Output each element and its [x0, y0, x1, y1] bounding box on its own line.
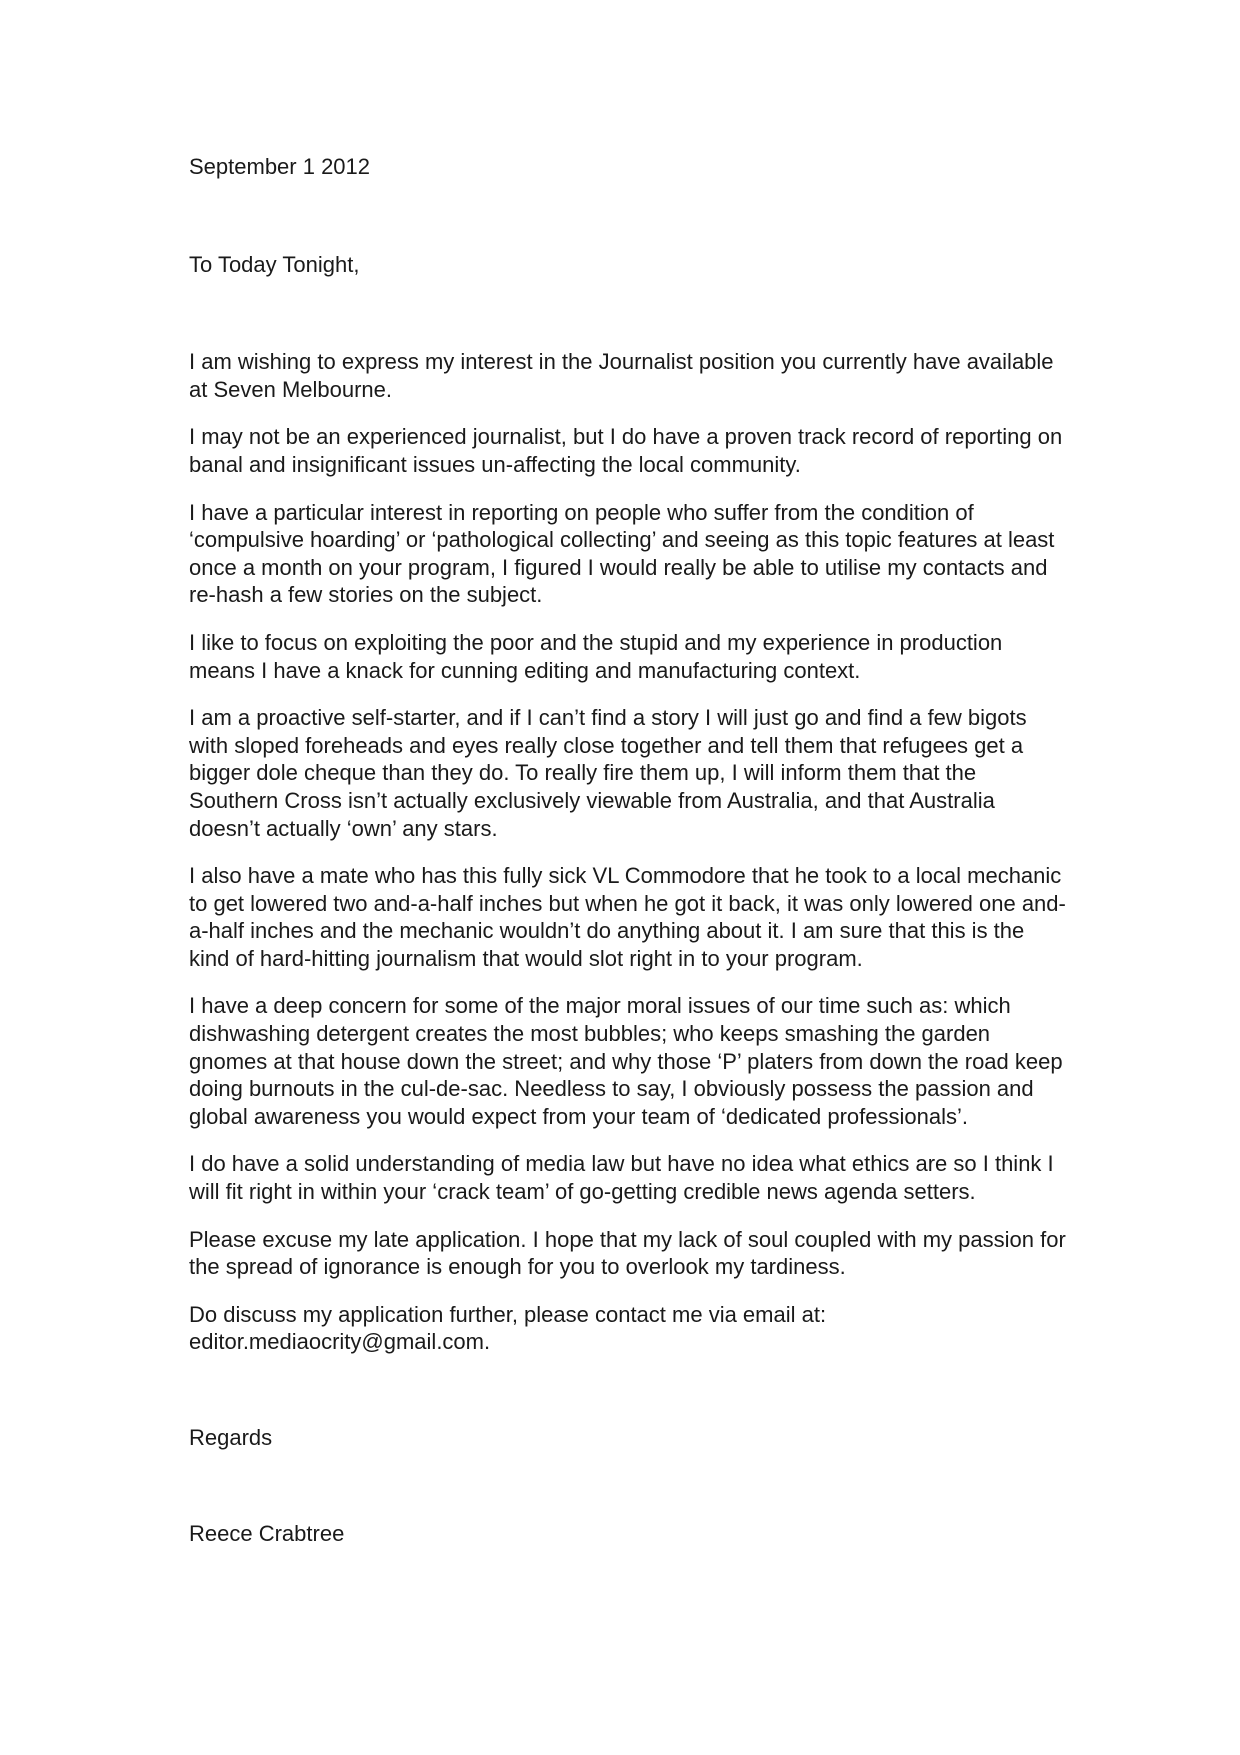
paragraph-5: I am a proactive self-starter, and if I can’t find a story I will just go and find a few bigots with sloped foreheads and eyes really close together and tell them that refugees get a bigger dole cheque than they do. To really fire them up, I will inform them that the Southern Cross isn’t actually exclusively viewable from Australia, and that Australia doesn’t actually ‘own’ any stars. — [189, 705, 1027, 841]
letter-date: September 1 2012 — [189, 154, 371, 179]
paragraph-3: I have a particular interest in reporting on people who suffer from the condition of ‘compulsive hoarding’ or ‘pathological collecting’ and seeing as this topic features at least once a month on your program, I figured I would really be able to utilise my contacts and re-hash a few stories on the subject. — [189, 499, 1055, 608]
paragraph-6: I also have a mate who has this fully sick VL Commodore that he took to a local mechanic to get lowered two and-a-half inches but when he got it back, it was only lowered one and-a-half inches and the mechanic wouldn’t do anything about it. I am sure that this is the kind of hard-hitting journalism that would slot right in to your program. — [189, 863, 1066, 971]
paragraph-4: I like to focus on exploiting the poor and the stupid and my experience in production means I have a knack for cunning editing and manufacturing context. — [189, 629, 1003, 683]
paragraph-8: I do have a solid understanding of media law but have no idea what ethics are so I think I will fit right in within your ‘crack team’ of go-getting credible news agenda setters. — [189, 1151, 1054, 1205]
letter-signature: Reece Crabtree — [189, 1520, 345, 1546]
letter-closing: Regards — [189, 1425, 273, 1450]
paragraph-9: Please excuse my late application. I hope that my lack of soul coupled with my passion for the spread of ignorance is enough for you to overlook my tardiness. — [189, 1226, 1066, 1280]
letter-body — [189, 153, 1069, 1547]
paragraph-2: I may not be an experienced journalist, but I do have a proven track record of reporting on banal and insignificant issues un-affecting the local community. — [189, 424, 1063, 477]
paragraph-10-contact: Do discuss my application further, please contact me via email at: editor.mediaocrity@gmail.com. — [189, 1301, 827, 1355]
letter-salutation: To Today Tonight, — [189, 251, 360, 277]
paragraph-7: I have a deep concern for some of the major moral issues of our time such as: which dishwashing detergent creates the most bubbles; who keeps smashing the garden gnomes at that house down the street; and why those ‘P’ platers from down the road keep doing burnouts in the cul-de-sac. Needless to say, I obviously possess the passion and global awareness you would expect from your team of ‘dedicated professionals’. — [189, 993, 1063, 1129]
paragraph-1: I am wishing to express my interest in the Journalist position you currently have available at Seven Melbourne. — [189, 349, 1054, 402]
